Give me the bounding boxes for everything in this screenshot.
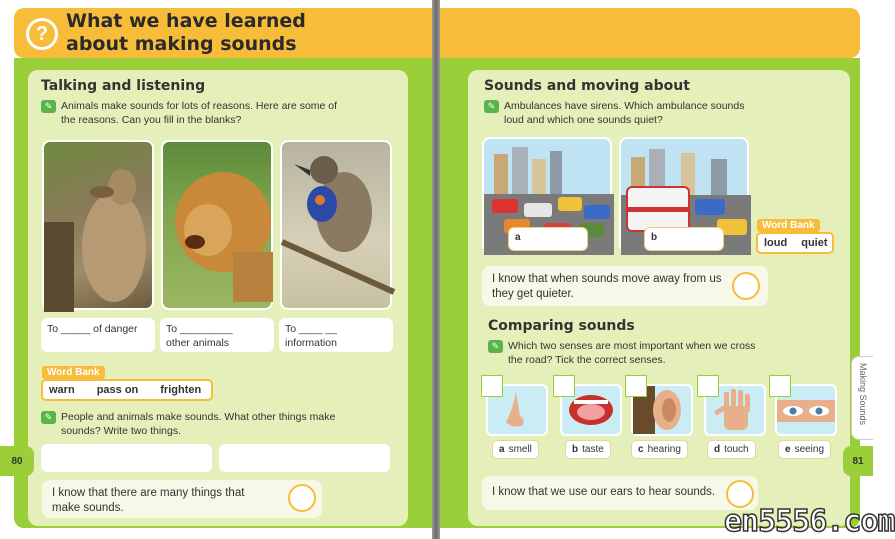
tickbox-smell[interactable] (481, 375, 503, 397)
sense-label-smell[interactable]: a smell (492, 440, 539, 459)
scene-label-a[interactable]: a (508, 227, 588, 251)
bird-photo (280, 140, 392, 310)
tickbox-hearing[interactable] (625, 375, 647, 397)
right-header-banner (440, 8, 860, 58)
title-line-2: about making sounds (66, 33, 297, 55)
book-spine (432, 0, 440, 539)
word-bank-left (41, 379, 213, 401)
sense-label-hearing[interactable]: c hearing (631, 440, 688, 459)
page-number-right: 81 (843, 446, 873, 476)
lion-photo (161, 140, 273, 310)
bird-illustration (282, 142, 394, 312)
pencil-icon: ✎ (41, 411, 56, 424)
word-bank-right (756, 232, 834, 254)
word-bank-item: loud (764, 237, 788, 249)
meerkat-illustration (44, 142, 156, 312)
blank-box-3[interactable]: To ____ __ information (279, 318, 393, 352)
blank-box-2[interactable]: To _________ other animals (160, 318, 274, 352)
word-bank-item: quiet (801, 237, 828, 249)
word-bank-tag-left: Word Bank (42, 366, 105, 379)
pencil-icon: ✎ (488, 340, 503, 353)
lion-illustration (163, 142, 275, 312)
page-title (66, 10, 366, 56)
instruction-other-things: ✎ People and animals make sounds. What other things make sounds? Write two things. (41, 410, 341, 438)
question-icon: ? (26, 18, 58, 50)
section-title-talking: Talking and listening (41, 78, 206, 94)
side-tab-label: Making Sounds (858, 363, 868, 426)
word-bank-item: warn (49, 384, 75, 396)
blank-box-1[interactable]: To _____ of danger (41, 318, 155, 352)
i-know-box-right-2: I know that we use our ears to hear sounds. (482, 476, 758, 510)
word-bank-tag-right: Word Bank (757, 219, 820, 232)
pencil-icon: ✎ (41, 100, 56, 113)
tickbox-touch[interactable] (697, 375, 719, 397)
watermark: en5556.com (724, 504, 895, 539)
instruction-animals: ✎ Animals make sounds for lots of reasons. Here are some of the reasons. Can you fill in the blanks? (41, 99, 351, 127)
write-box-2[interactable] (219, 444, 390, 472)
i-know-box-right-1: I know that when sounds move away from us they get quieter. (482, 266, 768, 306)
tickbox-seeing[interactable] (769, 375, 791, 397)
sense-label-seeing[interactable]: e seeing (778, 440, 831, 459)
side-tab (851, 356, 873, 440)
write-box-1[interactable] (41, 444, 212, 472)
pencil-icon: ✎ (484, 100, 499, 113)
section-title-comparing: Comparing sounds (488, 318, 635, 334)
instruction-senses: ✎ Which two senses are most important when we cross the road? Tick the correct senses. (488, 339, 768, 367)
page-number-left: 80 (0, 446, 34, 476)
instruction-ambulances: ✎ Ambulances have sirens. Which ambulance sounds loud and which one sounds quiet? (484, 99, 759, 127)
sense-label-taste[interactable]: b taste (565, 440, 611, 459)
meerkat-photo (42, 140, 154, 310)
tickbox-taste[interactable] (553, 375, 575, 397)
section-title-moving: Sounds and moving about (484, 78, 690, 94)
word-bank-item: pass on (96, 384, 139, 396)
sense-label-touch[interactable]: d touch (707, 440, 756, 459)
i-know-check-right-1[interactable] (732, 272, 760, 300)
scene-label-b[interactable]: b (644, 227, 724, 251)
i-know-box-left: I know that there are many things that make sounds. (42, 480, 322, 518)
i-know-check-left[interactable] (288, 484, 316, 512)
word-bank-item: frighten (160, 384, 202, 396)
title-line-1: What we have learned (66, 10, 306, 32)
